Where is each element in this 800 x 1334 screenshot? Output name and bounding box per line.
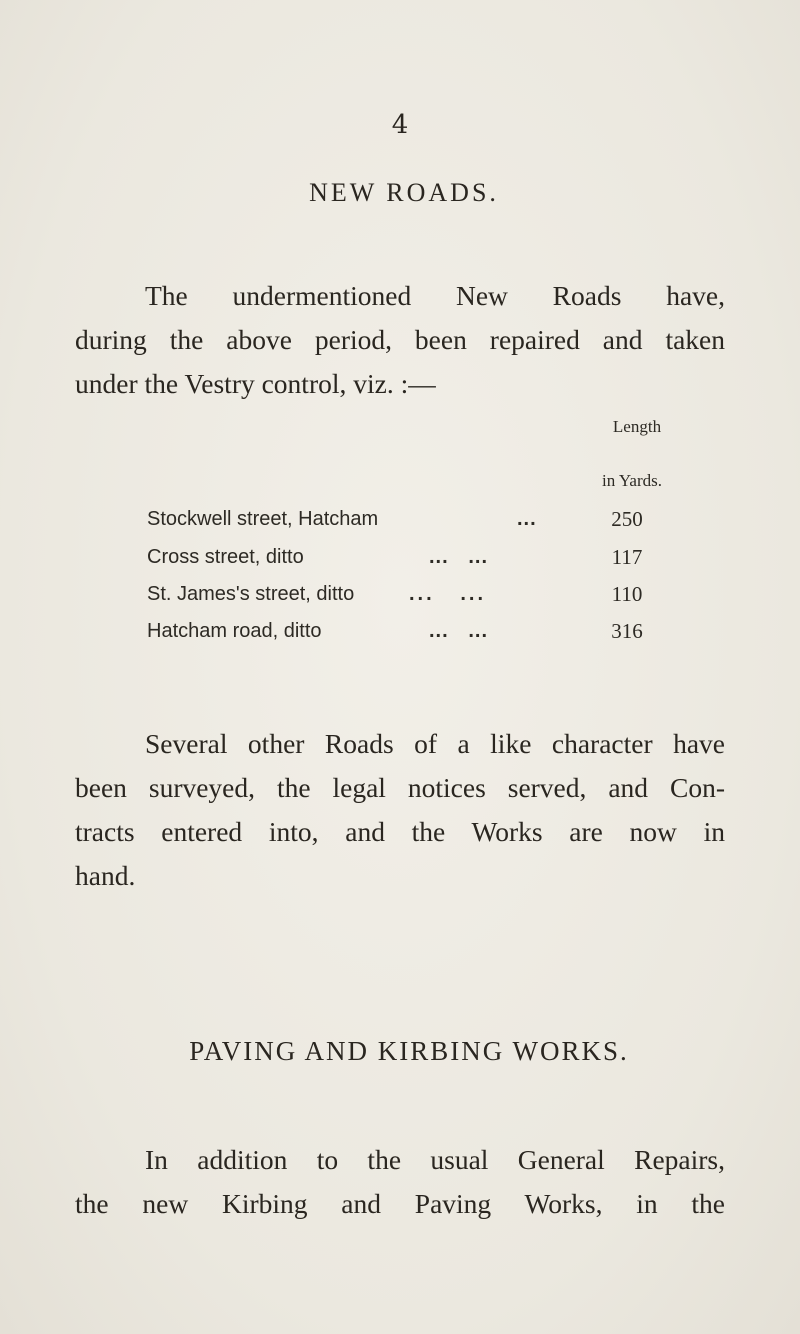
table-row <box>147 542 667 572</box>
road-length: 110 <box>611 582 643 606</box>
road-name: St. James's street, ditto <box>147 583 355 605</box>
paragraph-line: In addition to the usual General Repairs, <box>145 1144 725 1175</box>
road-length: 316 <box>611 619 643 643</box>
leader-dots: ... <box>517 508 537 530</box>
leader-dots: ... ... <box>429 620 489 642</box>
paragraph-line: The undermentioned New Roads have, <box>145 280 725 311</box>
paragraph-line: hand. <box>75 860 136 891</box>
new-roads-intro-paragraph <box>75 274 725 406</box>
length-column-header: Length <box>612 417 662 436</box>
new-roads-closing-paragraph <box>75 722 725 898</box>
paving-intro-paragraph <box>75 1138 725 1226</box>
table-row <box>147 579 667 609</box>
road-length: 250 <box>611 507 643 531</box>
section-heading-new-roads: NEW ROADS. <box>309 178 499 207</box>
page-number: 4 <box>391 110 409 140</box>
length-column-unit: in Yards. <box>602 471 662 490</box>
paragraph-line: Several other Roads of a like character have <box>145 728 725 759</box>
table-row <box>147 504 667 534</box>
paragraph-line: been surveyed, the legal notices served, and Con- <box>75 772 725 803</box>
paragraph-line: under the Vestry control, viz. :— <box>75 368 436 399</box>
leader-dots: ... ... <box>429 546 489 568</box>
road-name: Stockwell street, Hatcham <box>147 508 379 530</box>
road-length: 117 <box>611 545 643 569</box>
table-row <box>147 616 667 646</box>
section-heading-paving-kirbing: PAVING AND KIRBING WORKS. <box>189 1036 629 1066</box>
road-name: Hatcham road, ditto <box>147 620 322 642</box>
paragraph-line: the new Kirbing and Paving Works, in the <box>75 1188 725 1219</box>
road-name: Cross street, ditto <box>147 546 304 568</box>
paragraph-line: tracts entered into, and the Works are now in <box>75 816 725 847</box>
leader-dots: ... ... <box>409 583 487 605</box>
paragraph-line: during the above period, been repaired and taken <box>75 324 725 355</box>
